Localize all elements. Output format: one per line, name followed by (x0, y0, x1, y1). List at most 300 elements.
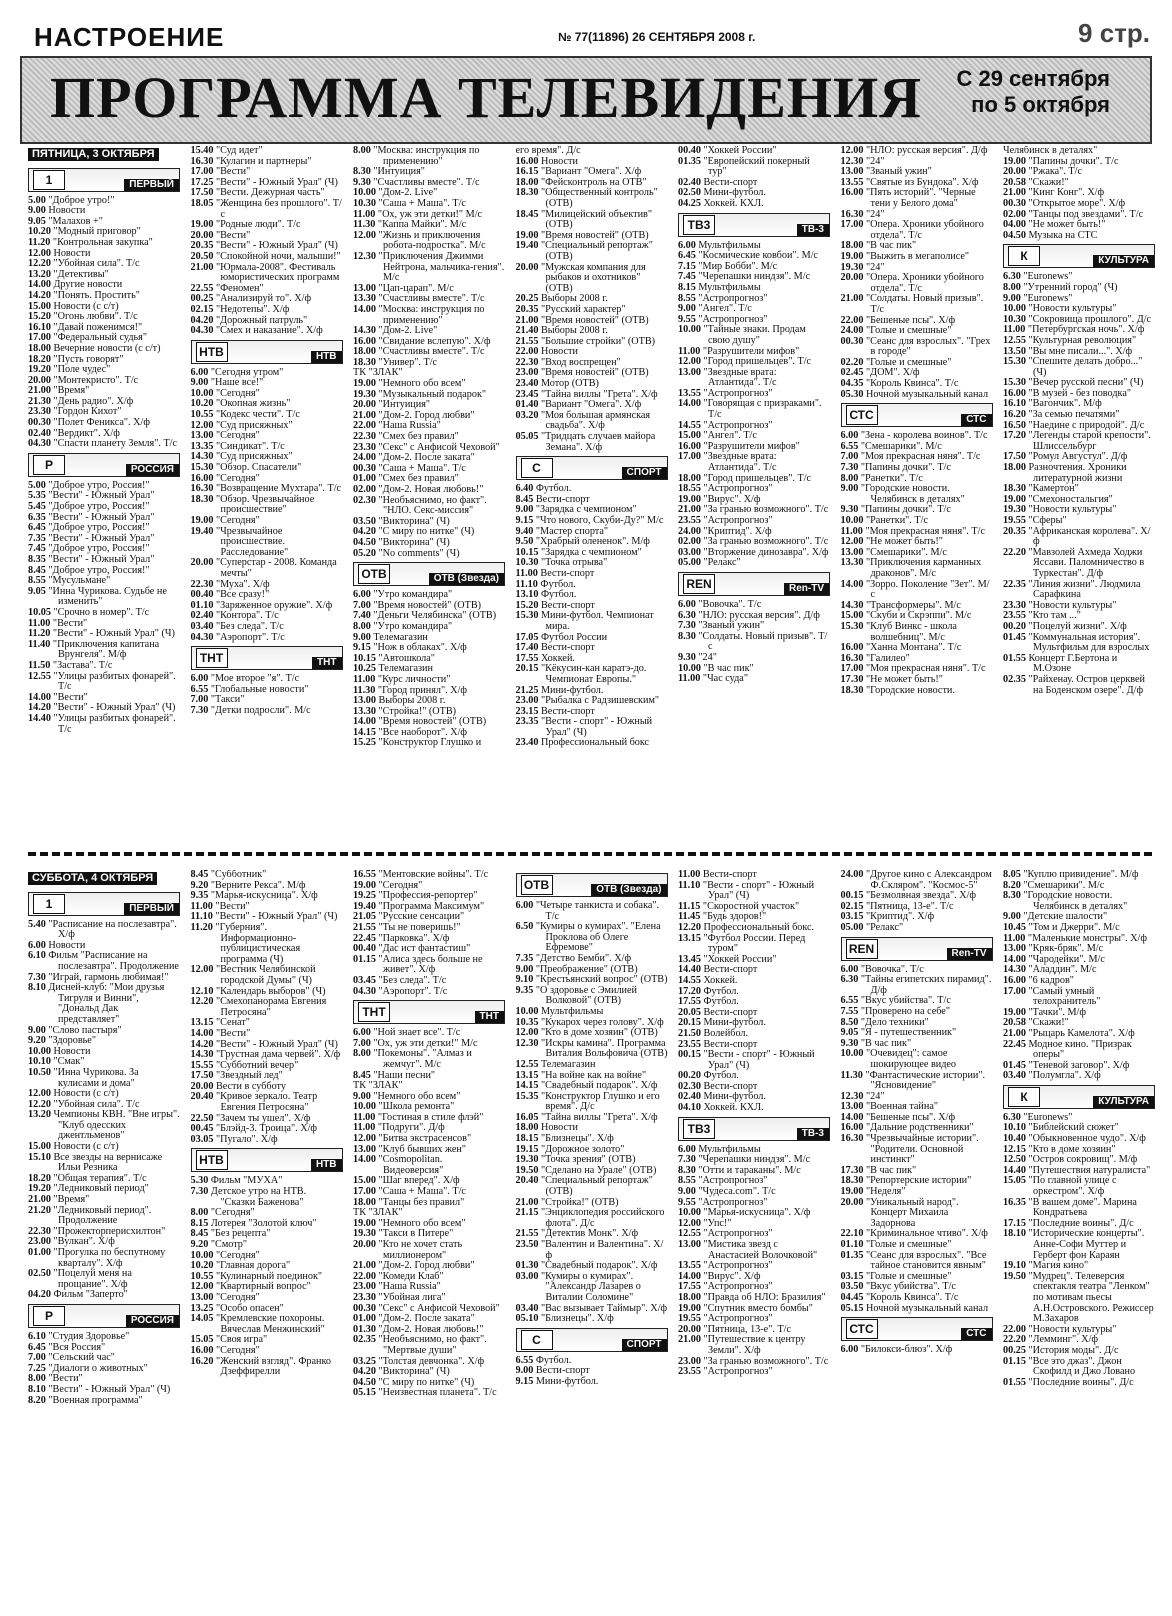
program-title: "Час суда" (700, 673, 748, 685)
program-title: "Вести" (212, 900, 250, 912)
program-time: 19.30 (1003, 504, 1026, 516)
program-title: "Время новостей" (ОТВ) (375, 716, 487, 728)
program-title: Новости (50, 1045, 91, 1057)
program-time: 00.15 (840, 890, 864, 902)
program-title: "Точка зрения" (ОТВ) (538, 1154, 636, 1166)
program-title: "Тайны египетских пирамид". Д/ф (858, 974, 992, 996)
program-title: Выборы 2008 г. (538, 325, 608, 337)
program-time: 16.00 (1003, 974, 1026, 986)
program-time: 10.15 (353, 652, 376, 664)
program-time: 21.00 (1003, 1027, 1026, 1039)
program-time: 15.30 (515, 610, 539, 622)
program-time: 13.00 (678, 366, 701, 378)
program-item (353, 305, 505, 326)
program-time: 7.55 (840, 1005, 859, 1017)
program-title: "Комеди Клаб" (375, 1270, 444, 1282)
program-time: 10.20 (190, 398, 214, 410)
program-time: 05.30 (840, 388, 864, 400)
channel-name: НТВ (311, 351, 342, 363)
day-heading: СУББОТА, 4 ОКТЯБРЯ (28, 872, 157, 885)
program-time: 15.30 (1003, 356, 1026, 368)
program-title: "Тачки". М/ф (1025, 1006, 1086, 1018)
program-title: "Утро командира" (370, 589, 453, 601)
page-number: 9 стр. (1078, 18, 1150, 48)
program-title: ТК "ЗЛАК" (353, 1080, 403, 1092)
program-title: "Кто там ..." (1025, 610, 1081, 622)
channel-logo-icon: 1 (33, 170, 65, 190)
program-time: 16.50 (1003, 419, 1026, 431)
program-title: Вести-спорт (700, 1080, 758, 1092)
program-time: 6.10 (28, 950, 46, 962)
program-time: 6.45 (28, 1341, 46, 1353)
program-title: "Понять. Простить" (50, 289, 140, 301)
program-time: 21.15 (515, 1207, 539, 1219)
program-time: 11.00 (678, 870, 701, 880)
program-time: 14.00 (840, 578, 864, 590)
program-time: 17.00 (353, 1186, 376, 1198)
program-title: "Сеанс для взрослых". "Грех в городе" (863, 335, 991, 358)
schedule-column (191, 870, 343, 1610)
program-title: "Спокойной ночи, малыши!" (213, 250, 341, 262)
program-time: 02.40 (28, 427, 51, 439)
program-time: 22.10 (840, 1228, 864, 1240)
program-title: "24" (863, 261, 885, 273)
program-time: 10.00 (515, 1005, 539, 1017)
program-time: 00.45 (190, 1123, 214, 1135)
program-time: 14.00 (840, 1111, 864, 1123)
program-item (678, 157, 830, 178)
program-time: 20.00 (353, 399, 376, 411)
program-title: "Сегодня" (213, 472, 260, 484)
program-title: "Викторина" (Ч) (375, 1366, 450, 1378)
program-title: "Городские новости. (863, 684, 955, 696)
program-title: "Вести. Дежурная часть" (213, 187, 325, 199)
program-time: 18.00 (353, 1196, 376, 1208)
program-item (678, 881, 830, 902)
channel-header (353, 562, 505, 586)
program-title: "Клуб Винкс - школа волшебниц". М/с (863, 620, 957, 643)
program-title: "Сеанс для взрослых". "Все тайное становится явным" (863, 1249, 987, 1272)
program-title: "Моя прекрасная няня". Т/с (863, 663, 986, 675)
program-time: 19.30 (515, 1154, 539, 1166)
program-time: 7.45 (678, 271, 696, 283)
program-time: 18.00 (353, 346, 376, 358)
channel-name: ПЕРВЫЙ (124, 903, 179, 915)
program-title: "Специальный репортаж" (ОТВ) (538, 240, 653, 262)
program-title: "Зорро. Поколение "Зет". М/с (863, 578, 990, 601)
program-time: 11.00 (840, 525, 863, 537)
program-time: 11.00 (353, 1111, 376, 1123)
program-time: 14.00 (28, 279, 51, 291)
program-time: 15.00 (28, 1141, 51, 1153)
program-title: "Легенды старой крепости". Шлиссельбург (1025, 430, 1151, 452)
program-title: "Опера. Хроники убойного отдела". Т/с (863, 219, 984, 241)
channel-header (28, 168, 180, 192)
program-title: "Кумиры о кумирах". "Елена Проклова об Олеге Ефремове" (533, 921, 661, 954)
program-item (353, 738, 505, 749)
program-title: "Утро командира" (370, 620, 453, 632)
program-item (191, 1314, 343, 1335)
program-time: 02.15 (190, 303, 214, 315)
program-title: "Заряженное оружие". Х/ф (213, 599, 333, 611)
program-title: "Немного обо всем" (370, 1090, 461, 1102)
program-title: "Субботний вечер" (213, 1059, 299, 1071)
program-item (841, 622, 993, 643)
program-item (841, 1251, 993, 1272)
channel-logo-icon: К (1008, 1087, 1040, 1107)
program-time: 14.30 (1003, 964, 1026, 976)
program-title: Вести-спорт (538, 599, 595, 611)
program-item (353, 231, 505, 252)
program-time: 5.45 (28, 501, 46, 513)
program-time: 17.00 (840, 663, 864, 675)
program-title: Хоккей. (700, 974, 738, 986)
program-time: 10.00 (1003, 303, 1026, 315)
program-time: 12.10 (190, 985, 214, 997)
program-title: "Новости культуры" (1025, 1323, 1117, 1335)
program-item (191, 706, 343, 717)
program-time: 20.00 (840, 272, 864, 284)
program-title: "Слово пастыря" (45, 1024, 122, 1036)
program-title: "Спасти планету Земля". Т/с (50, 438, 178, 450)
channel-name: НТВ (311, 1159, 342, 1171)
program-time: 13.55 (678, 387, 701, 399)
channel-logo-icon: REN (683, 574, 715, 594)
program-item (191, 923, 343, 965)
program-title: "Храбрый олененок". М/ф (533, 536, 650, 548)
program-title: "Городские новости. Челябинск в деталях" (1020, 890, 1128, 912)
program-time: 12.55 (28, 670, 51, 682)
program-title: "24" (863, 155, 885, 167)
program-time: 19.00 (840, 250, 864, 262)
program-title: "24" (863, 208, 885, 220)
program-time: 18.00 (515, 1122, 539, 1134)
program-title: "Дальние родственники" (863, 1122, 974, 1134)
program-title: "Играй, гармонь любимая!" (45, 971, 169, 983)
program-time: 10.00 (353, 1101, 376, 1113)
program-time: 05.00 (678, 557, 701, 569)
program-title: "На войне как на войне" (538, 1069, 647, 1081)
program-time: 19.40 (190, 525, 214, 537)
program-title: "Ох, уж эти детки!" М/с (370, 1037, 478, 1049)
program-title: "О здоровье с Эмилией Волковой" (ОТВ) (533, 984, 637, 1007)
program-title: Мини-футбол. Чемпионат мира. (538, 610, 654, 632)
program-title: "Стройка!" (ОТВ) (538, 1196, 619, 1208)
program-item (28, 920, 180, 941)
program-title: "Точка отрыва" (538, 557, 608, 569)
program-title: "Цап-царап". М/с (375, 282, 454, 294)
program-time: 13.50 (1003, 345, 1026, 357)
program-item (516, 263, 668, 295)
program-title: ТК "ЗЛАК" (353, 367, 403, 379)
program-time: 9.00 (515, 963, 534, 975)
program-title: "Танцы под звездами". Т/с (1025, 208, 1144, 220)
schedule-column (841, 146, 993, 846)
program-title: "Звездные врата: Атлантида". Т/с (700, 451, 777, 474)
program-time: 7.35 (28, 532, 46, 544)
program-title: "Линия жизни". Людмила Сарафкина (1025, 578, 1141, 601)
program-time: 14.40 (1003, 1164, 1026, 1176)
program-time: 15.40 (190, 146, 214, 156)
program-time: 19.15 (515, 1143, 539, 1155)
program-time: 6.00 (28, 939, 46, 951)
program-item (191, 527, 343, 559)
program-title: "Дас ист фантастиш" (375, 943, 471, 955)
program-title: "НЛО: русская версия". Д/ф (695, 609, 820, 621)
program-title: "Феномен" (213, 282, 264, 294)
program-time: 20.00 (840, 1196, 864, 1208)
program-title: "Правда об НЛО: Бразилия" (700, 1291, 826, 1303)
program-title: "Доброе утро, Россия!" (45, 543, 150, 555)
program-title: "Дом-2. Город любви" (375, 1260, 475, 1272)
program-time: 23.30 (353, 441, 376, 453)
program-time: 9.05 (28, 585, 46, 597)
program-item (841, 1198, 993, 1230)
program-time: 20.58 (1003, 1017, 1026, 1029)
program-time: 02.00 (353, 484, 376, 495)
schedule-column (678, 146, 830, 846)
program-title: "Смех без правил" (375, 431, 459, 443)
program-title: Разночтения. Хроники литературной жизни (1025, 462, 1127, 484)
program-time: 19.20 (28, 364, 51, 376)
program-title: "Детки подросли". М/с (208, 704, 311, 716)
program-title: "Скажи!" (1025, 1017, 1069, 1029)
program-time: 18.00 (28, 342, 51, 354)
program-title: "Вкус убийства". Т/с (858, 995, 951, 1007)
program-title: "Вариант "Омега". Х/ф (538, 399, 642, 411)
program-title: "Астропрогноз" (695, 1175, 768, 1187)
program-title: "Губерния". Информационно-публицистическая программа (Ч) (212, 921, 301, 965)
program-title: "Вкус убийства". Т/с (863, 1281, 956, 1293)
program-time: 10.00 (678, 1207, 701, 1219)
program-item (191, 997, 343, 1018)
program-item (1003, 1071, 1155, 1082)
program-time: 03.25 (353, 1355, 376, 1367)
program-time: 17.20 (678, 985, 701, 997)
program-title: "Вести" (213, 1027, 251, 1039)
program-title: "Дорожное золото" (538, 1143, 625, 1155)
program-item (516, 1240, 668, 1261)
program-title: "Релакс" (700, 557, 741, 569)
program-title: Телемагазин (370, 631, 428, 643)
program-title: "Саша + Маша". Т/с (375, 1186, 466, 1198)
program-title: "Счастливы вместе". Т/с (375, 293, 485, 305)
program-time: 04.50 (353, 536, 376, 548)
program-title: "Ханна Монтана". Т/с (863, 642, 962, 654)
program-title: "Убойная сила". Т/с (50, 258, 140, 270)
program-time: 16.30 (840, 208, 864, 220)
program-time: 01.30 (515, 1260, 539, 1272)
program-title: "Наша Russia" (375, 1281, 441, 1293)
program-time: 23.35 (515, 716, 539, 728)
program-title: "Чрезвычайные истории". "Родители. Основной инстинкт" (863, 1133, 979, 1166)
program-time: 04.00 (1003, 219, 1026, 231)
program-title: "Кто не хочет стать миллионером" (375, 1239, 463, 1261)
program-title: "Свадебный подарок". Х/ф (538, 1080, 658, 1092)
program-time: 16.00 (190, 1344, 214, 1356)
program-title: "В час пик" (858, 1037, 912, 1049)
program-title: "Прогулка по беспутному кварталу". Х/ф (50, 1247, 166, 1269)
program-title: "Будь здоров!" (700, 911, 767, 923)
schedule-column (353, 146, 505, 846)
program-time: 15.30 (840, 620, 864, 632)
program-title: Новости (50, 247, 91, 259)
program-time: 13.20 (28, 1109, 51, 1121)
channel-logo-icon: REN (846, 939, 878, 959)
program-time: 9.30 (353, 176, 371, 188)
channel-name: ПЕРВЫЙ (124, 179, 179, 191)
program-title: "Том и Джерри". М/с (1025, 921, 1120, 933)
program-time: 02.00 (678, 536, 701, 548)
program-title: "Голые и смешные" (863, 356, 952, 368)
program-title: "Вести" - Южный Урал" (45, 490, 155, 502)
program-title: "Астропрогноз" (700, 419, 773, 431)
program-title: "Упс!" (700, 1217, 732, 1229)
program-time: 13.35 (190, 440, 214, 452)
program-title: "Сегодня" (213, 430, 260, 442)
program-title: "Поцелуй меня на прощание". Х/ф (50, 1268, 132, 1290)
program-item (678, 1367, 830, 1378)
program-time: 22.00 (353, 420, 376, 432)
day-heading: ПЯТНИЦА, 3 ОКТЯБРЯ (28, 148, 159, 161)
program-title: "Самый умный телохранитель" (1025, 985, 1101, 1008)
program-time: 19.40 (353, 900, 376, 912)
program-time: 04.25 (678, 197, 701, 209)
program-title: "Моя прекрасная няня". Т/с (862, 525, 985, 537)
program-title: "Новости культуры" (1025, 599, 1117, 611)
program-title: "Смехопанорама Евгения Петросяна" (213, 996, 327, 1018)
program-title: "Военная тайна" (863, 1101, 939, 1113)
program-time: 20.05 (678, 1006, 701, 1018)
program-time: 18.05 (190, 197, 214, 209)
program-time: 12.00 (353, 229, 376, 241)
program-time: 10.00 (840, 1048, 864, 1060)
program-title: "Застава". Т/с (50, 659, 113, 671)
program-title: "Интуиция" (370, 166, 425, 178)
program-title: "Интуиция" (375, 399, 431, 411)
program-time: 02.35 (353, 1334, 376, 1346)
program-title: "Галилео" (863, 652, 910, 664)
program-title: "Суд присяжных" (213, 419, 293, 431)
program-time: 7.00 (840, 451, 859, 463)
program-time: 13.00 (353, 282, 376, 294)
program-time: 16.05 (515, 1111, 539, 1123)
program-time: 22.20 (1003, 1334, 1026, 1346)
program-title: "Инна Чурикова. За кулисами и дома" (50, 1066, 139, 1089)
program-title: "Смешарики". М/с (858, 440, 942, 452)
program-time: 21.00 (28, 385, 51, 397)
day-divider (28, 852, 1152, 856)
program-item (353, 146, 505, 167)
program-title: "Календарь выборов" (Ч) (213, 985, 326, 997)
program-title: Хоккей. КХЛ. (700, 1102, 764, 1114)
program-time: 14.20 (28, 702, 51, 714)
program-time: 03.00 (678, 546, 701, 558)
program-title: "Солдаты. Новый призыв". Т/с (695, 630, 828, 653)
program-title: "Путешествия натуралиста" (1025, 1164, 1151, 1176)
program-time: 8.00 (353, 1048, 371, 1060)
schedule-column (1003, 146, 1155, 846)
program-time: 9.00 (515, 504, 534, 516)
program-time: 12.55 (515, 1058, 539, 1070)
program-title: "Женский взгляд". Франко Дзеффирелли (213, 1355, 331, 1378)
program-time: 9.00 (1003, 292, 1021, 304)
program-title: "Рыцарь Камелота". Х/ф (1025, 1027, 1135, 1039)
program-title: "Проверено на себе" (858, 1005, 950, 1017)
program-title: ТК "ЗЛАК" (353, 1207, 403, 1219)
program-item (353, 987, 505, 998)
program-item (191, 633, 343, 644)
program-title: Профессиональный бокс. (700, 921, 815, 933)
program-title: "Утренний город" (Ч) (1020, 281, 1118, 293)
program-time: 05.00 (840, 921, 864, 933)
program-item (353, 549, 505, 560)
program-time: 6.45 (28, 522, 46, 534)
program-title: "Вести" - Южный Урал" (Ч) (213, 240, 338, 252)
program-title: "В час пик" (863, 240, 917, 252)
saturday-schedule (28, 870, 1152, 1610)
program-title: "Спутник вместо бомбы" (700, 1302, 813, 1314)
program-time: 16.00 (840, 1122, 864, 1134)
program-time: 7.00 (190, 694, 209, 706)
program-title: "Разрушители мифов" (700, 440, 800, 452)
program-time: 12.00 (190, 419, 214, 431)
program-item (516, 411, 668, 432)
program-title: "Своя игра" (213, 1334, 268, 1346)
program-time: 17.40 (515, 642, 539, 654)
program-time: 8.30 (1003, 890, 1021, 902)
program-time: 23.55 (678, 1038, 701, 1050)
program-time: 21.55 (353, 921, 376, 933)
program-time: 14.00 (353, 1154, 376, 1166)
program-title: "Подруги". Д/ф (375, 1122, 445, 1134)
program-title: "Все это джаз". Джон Скофилд и Джо Ловано (1025, 1355, 1136, 1378)
program-time: 13.20 (28, 268, 51, 280)
program-item (28, 983, 180, 1025)
program-time: 11.00 (515, 567, 538, 579)
program-title: "Пугало". Х/ф (213, 1133, 278, 1145)
program-title: "Доброе утро, Россия!" (45, 564, 150, 576)
program-item (516, 901, 668, 922)
program-title: "Дом-2. Город любви" (375, 409, 475, 421)
program-time: 01.45 (1003, 631, 1026, 643)
program-title: "По главной улице с оркестром". Х/ф (1025, 1175, 1117, 1198)
program-time: 8.30 (678, 630, 696, 642)
program-title: "Контора". Т/с (213, 610, 279, 622)
program-title: "Гордон Кихот" (50, 406, 122, 418)
program-title: "Солдаты. Новый призыв". Т/с (863, 293, 984, 315)
program-time: 00.40 (353, 943, 376, 955)
program-title: "Алиса здесь больше не живет". Х/ф (375, 953, 483, 976)
program-title: Мотор (ОТВ) (538, 378, 599, 390)
page-header (0, 0, 1172, 56)
program-title: "Репортерские истории" (863, 1175, 972, 1187)
program-item (516, 1314, 668, 1325)
channel-name: ТВ-3 (797, 1128, 829, 1140)
program-title: Детское утро на НТВ. "Сказки Баженова" (208, 1186, 307, 1208)
program-title: "Модный приговор" (50, 226, 141, 238)
program-time: 6.30 (1003, 1111, 1021, 1123)
program-time: 14.40 (28, 712, 51, 724)
program-title: "Полумгла". Х/ф (1025, 1070, 1101, 1082)
program-title: "Астропрогноз" (695, 313, 768, 325)
program-title: "Здоровье" (45, 1035, 96, 1047)
program-time: 7.30 (678, 1154, 696, 1166)
program-item (516, 1272, 668, 1304)
program-title: "Сельский час" (45, 1352, 115, 1364)
program-title: "Малахов +" (45, 215, 103, 227)
program-time: 10.20 (28, 226, 51, 238)
